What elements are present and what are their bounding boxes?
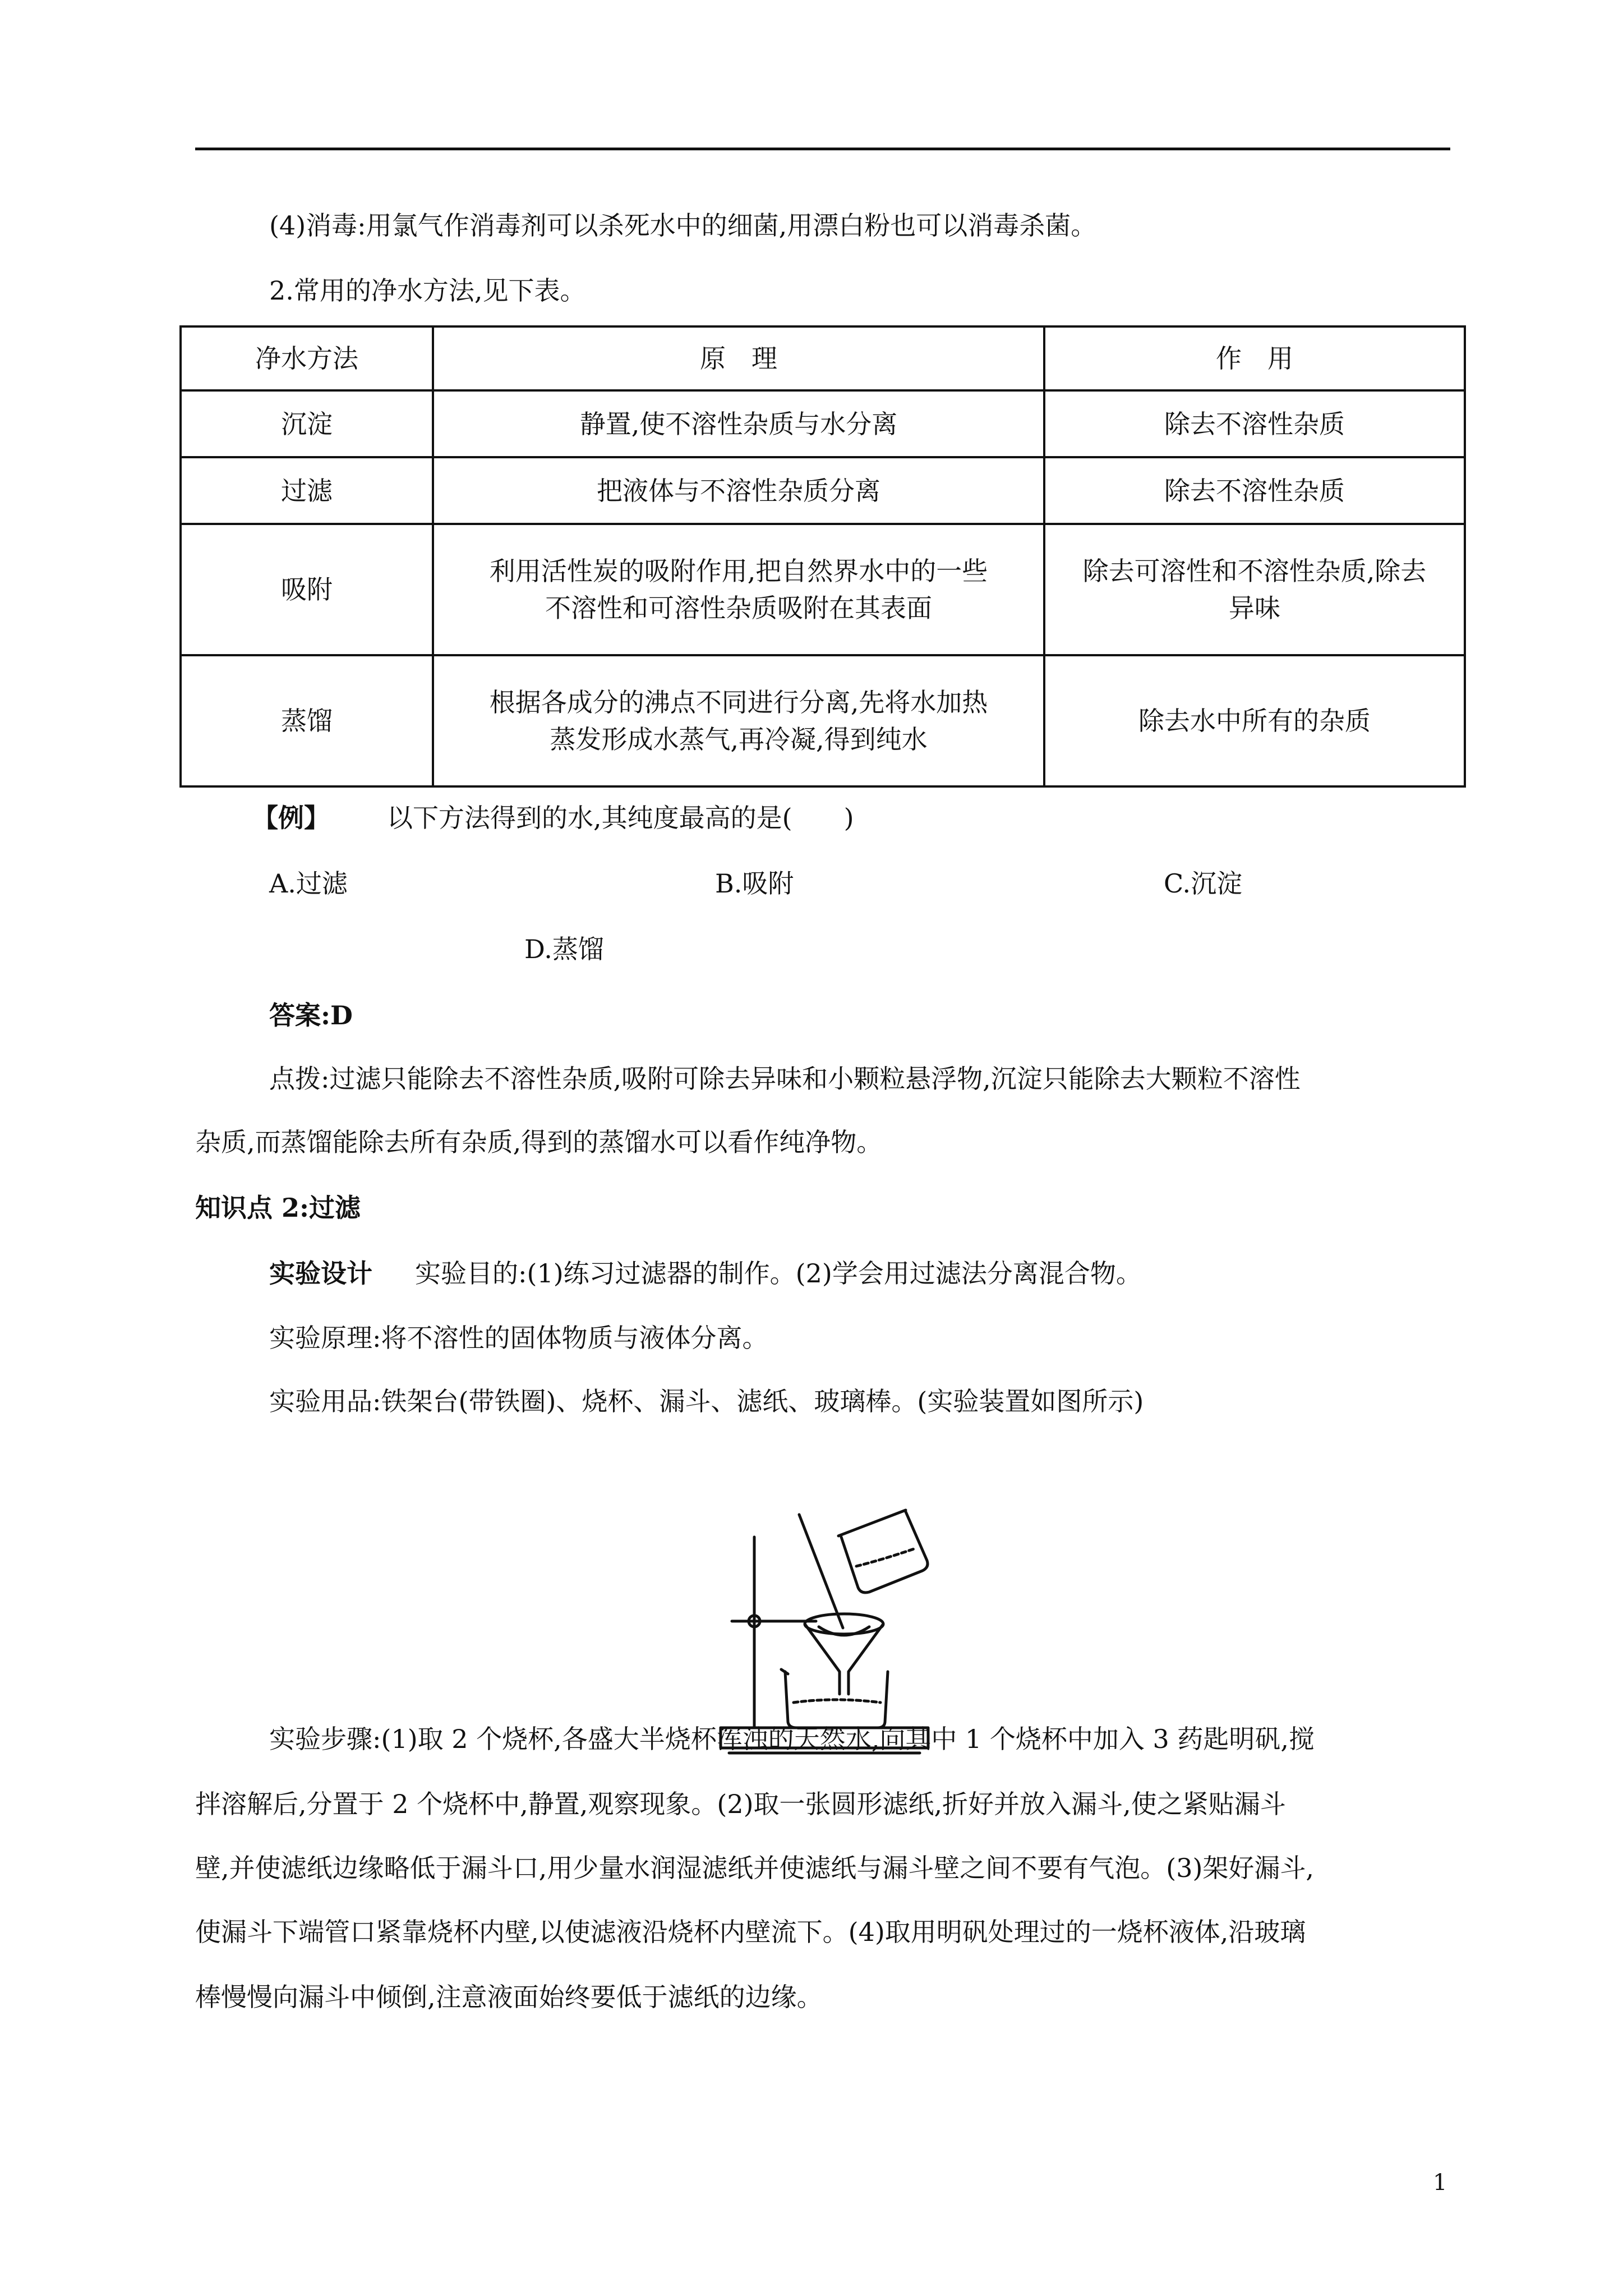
table-row (181, 457, 1465, 524)
table-header-row (181, 326, 1465, 390)
effect-cell: 除去不溶性杂质 (1044, 390, 1465, 457)
experiment-materials: 实验用品:铁架台(带铁圈)、烧杯、漏斗、滤纸、玻璃棒。(实验装置如图所示) (269, 1386, 1144, 1416)
funnel-rim (805, 1614, 883, 1634)
answer: 答案:D (269, 1000, 353, 1030)
header-rule (195, 148, 1450, 150)
steps-line-5: 棒慢慢向漏斗中倾倒,注意液面始终要低于滤纸的边缘。 (195, 1982, 823, 2012)
steps-line-2: 拌溶解后,分置于 2 个烧杯中,静置,观察现象。(2)取一张圆形滤纸,折好并放入漏斗,使之紧贴漏斗 (195, 1789, 1286, 1819)
method-cell: 过滤 (181, 457, 433, 524)
example-tag: 【例】 (252, 803, 330, 833)
experiment-purpose: 实验目的:(1)练习过滤器的制作。(2)学会用过滤法分离混合物。 (415, 1258, 1142, 1289)
steps-line-4: 使漏斗下端管口紧靠烧杯内壁,以使滤液沿烧杯内壁流下。(4)取用明矾处理过的一烧杯液体,沿玻璃 (195, 1917, 1306, 1947)
table-intro: 2.常用的净水方法,见下表。 (269, 275, 586, 306)
table-row (181, 655, 1465, 786)
design-label: 实验设计 (269, 1258, 372, 1289)
hint-line-2: 杂质,而蒸馏能除去所有杂质,得到的蒸馏水可以看作纯净物。 (195, 1127, 883, 1157)
principle-cell: 利用活性炭的吸附作用,把自然界水中的一些 不溶性和可溶性杂质吸附在其表面 (433, 524, 1044, 655)
hint-line-1: 点拨:过滤只能除去不溶性杂质,吸附可除去异味和小颗粒悬浮物,沉淀只能除去大颗粒不溶性 (269, 1064, 1301, 1094)
pouring-liquid-level (856, 1548, 916, 1566)
page-number: 1 (1433, 2170, 1447, 2196)
option-d: D.蒸馏 (524, 934, 604, 964)
table-row (181, 390, 1465, 457)
filtrate-level (794, 1700, 880, 1703)
glass-rod (799, 1515, 843, 1628)
pouring-beaker-mouth (838, 1510, 906, 1536)
header-principle: 原 理 (433, 326, 1044, 390)
option-b: B.吸附 (715, 868, 794, 899)
principle-cell: 根据各成分的沸点不同进行分离,先将水加热 蒸发形成水蒸气,再冷凝,得到纯水 (433, 655, 1044, 786)
method-cell: 吸附 (181, 524, 433, 655)
option-a: A.过滤 (269, 868, 348, 899)
effect-cell: 除去可溶性和不溶性杂质,除去 异味 (1044, 524, 1465, 655)
header-effect: 作 用 (1044, 326, 1465, 390)
pouring-beaker (841, 1512, 928, 1593)
example-question: 以下方法得到的水,其纯度最高的是( ) (387, 803, 854, 833)
principle-cell: 静置,使不溶性杂质与水分离 (433, 390, 1044, 457)
option-c: C.沉淀 (1164, 868, 1243, 899)
method-cell: 蒸馏 (181, 655, 433, 786)
steps-line-1: 实验步骤:(1)取 2 个烧杯,各盛大半烧杯浑浊的天然水,向其中 1 个烧杯中加入 3 药匙明矾,搅 (269, 1724, 1315, 1754)
header-method: 净水方法 (181, 326, 433, 390)
steps-line-3: 壁,并使滤纸边缘略低于漏斗口,用少量水润湿滤纸并使滤纸与漏斗壁之间不要有气泡。(3)架好漏斗, (195, 1853, 1315, 1883)
effect-cell: 除去水中所有的杂质 (1044, 655, 1465, 786)
method-cell: 沉淀 (181, 390, 433, 457)
purification-methods-table (179, 325, 1466, 788)
principle-cell: 把液体与不溶性杂质分离 (433, 457, 1044, 524)
beaker-spout (781, 1669, 788, 1674)
experiment-principle: 实验原理:将不溶性的固体物质与液体分离。 (269, 1323, 768, 1353)
effect-cell: 除去不溶性杂质 (1044, 457, 1465, 524)
table-row (181, 524, 1465, 655)
section-heading: 知识点 2:过滤 (195, 1193, 361, 1223)
disinfection-paragraph: (4)消毒:用氯气作消毒剂可以杀死水中的细菌,用漂白粉也可以消毒杀菌。 (269, 210, 1097, 241)
